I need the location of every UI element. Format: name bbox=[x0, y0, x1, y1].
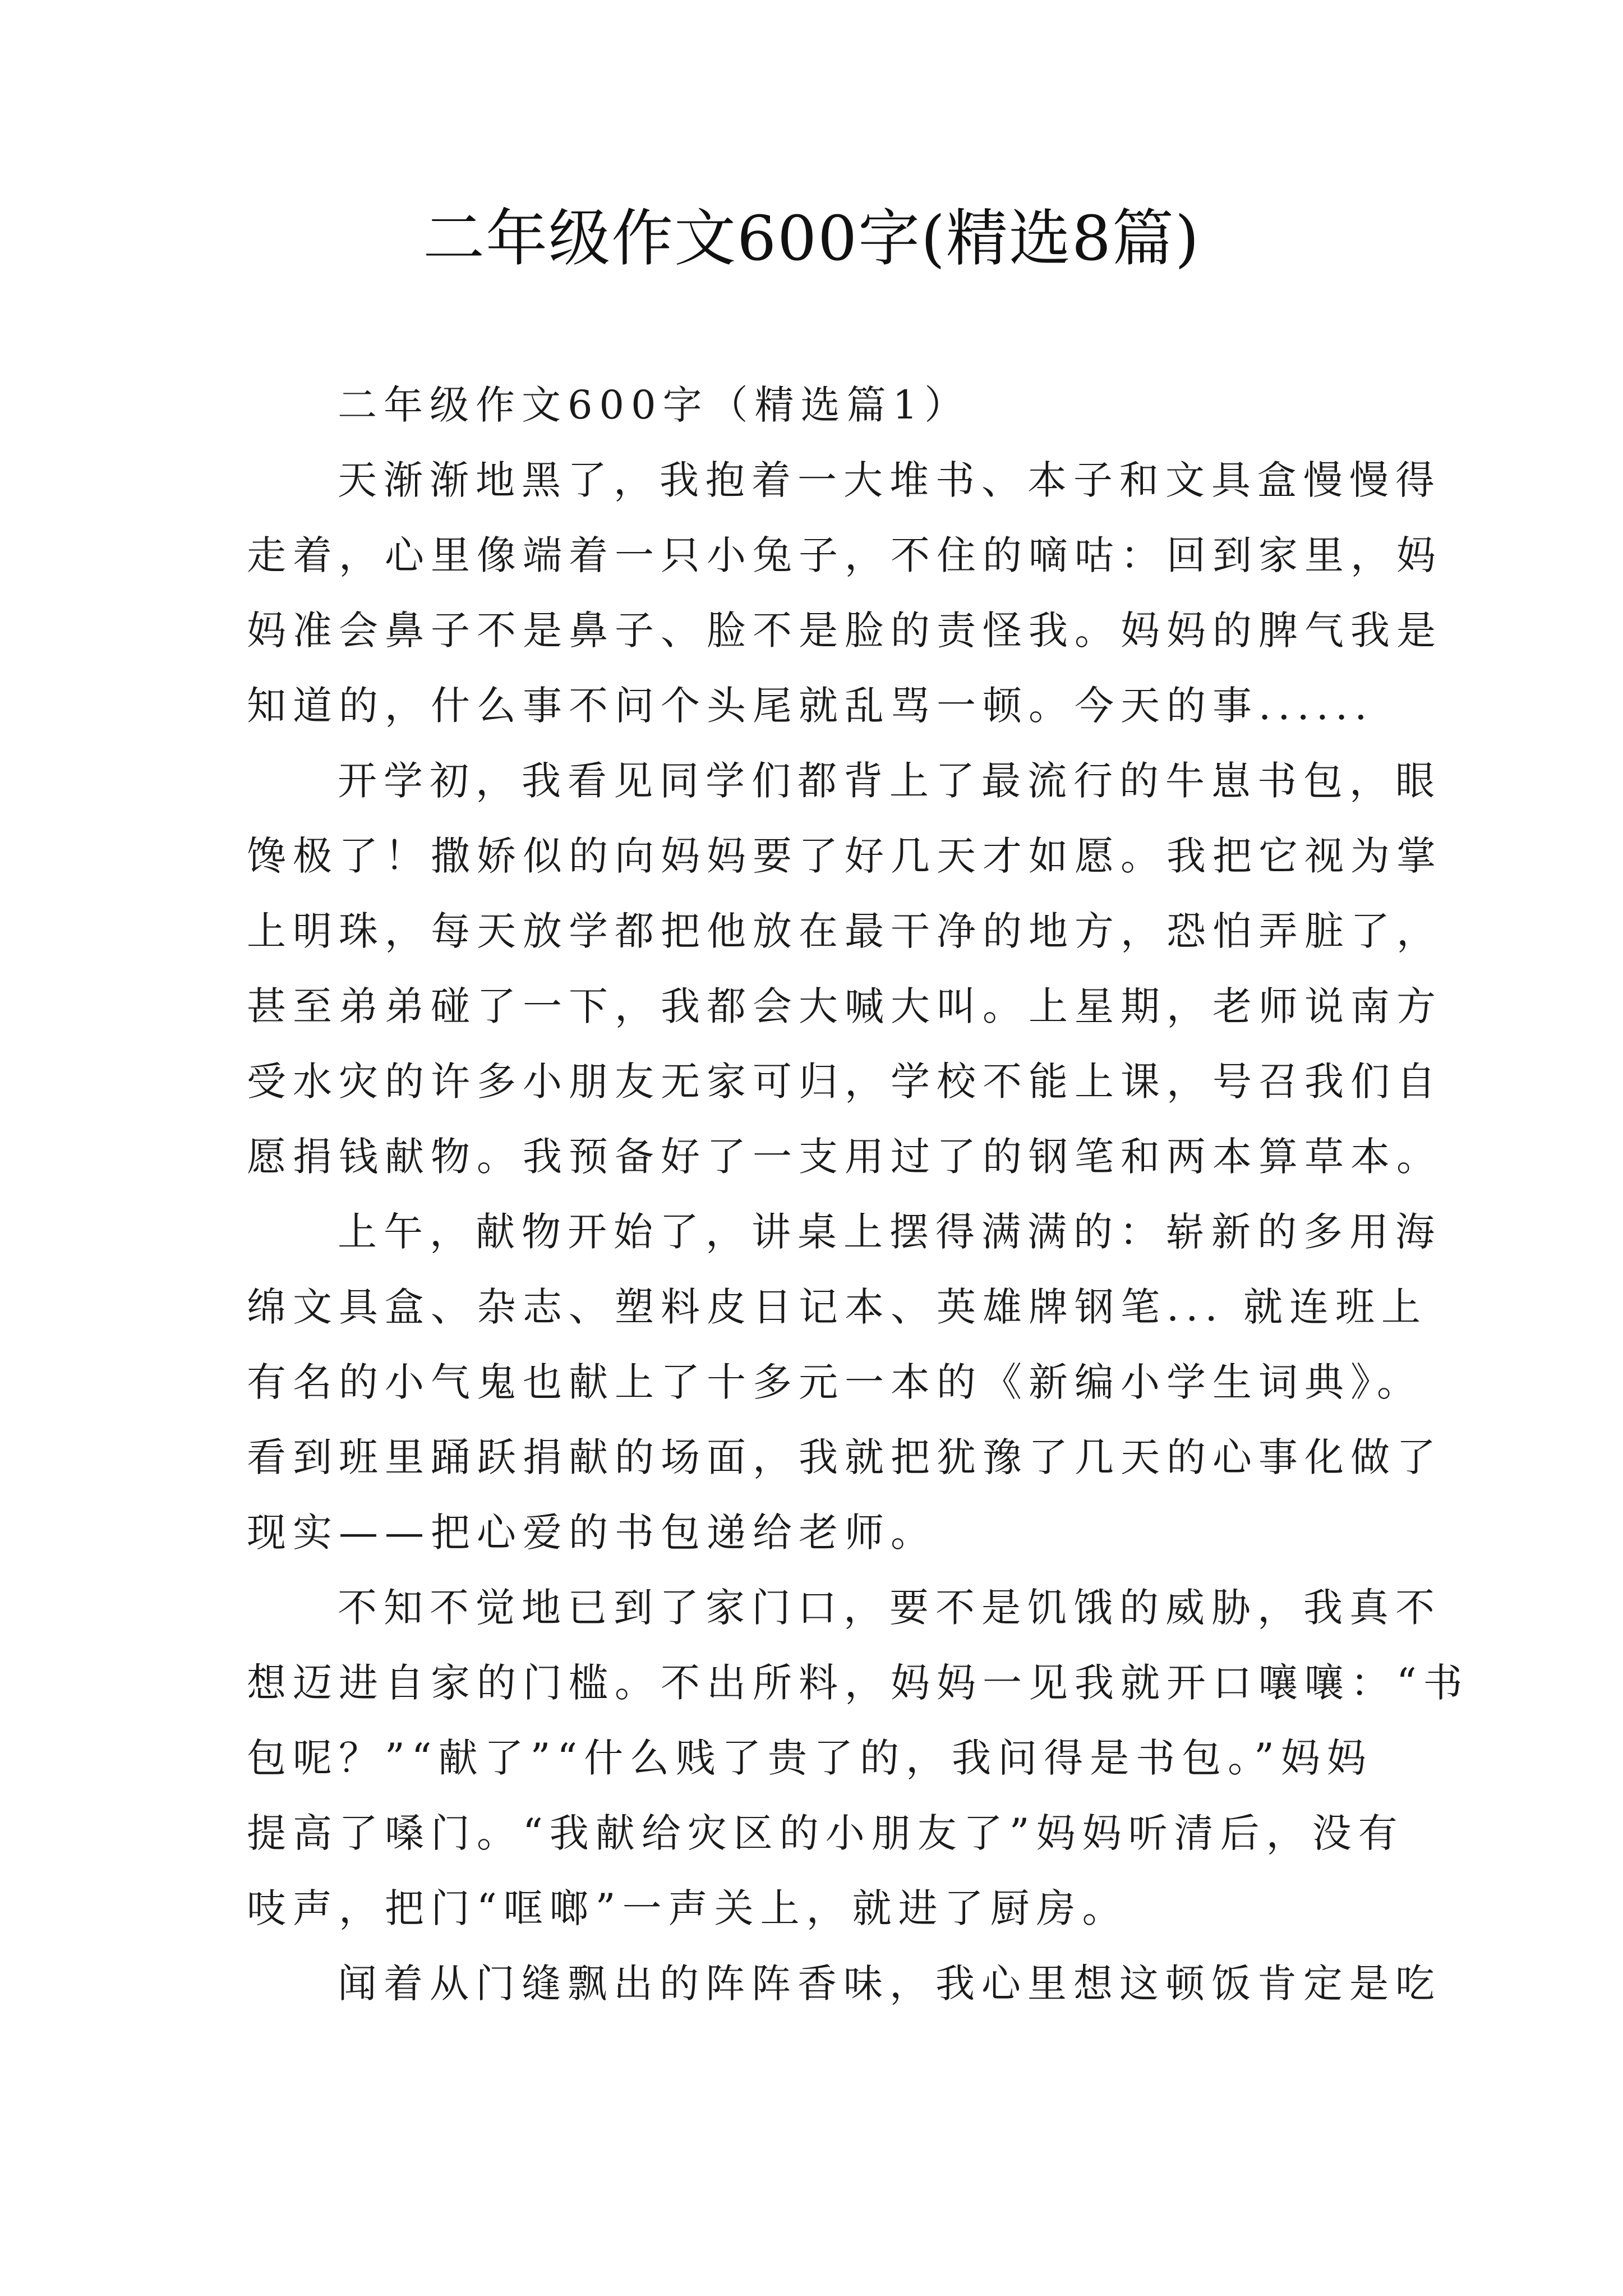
paragraph-3-line-3: 有名的小气鬼也献上了十多元一本的《新编小学生词典》。 bbox=[247, 1359, 1423, 1405]
paragraph-2-line-3: 上明珠，每天放学都把他放在最干净的地方，恐怕弄脏了， bbox=[247, 908, 1442, 954]
document-body bbox=[247, 367, 1469, 2021]
paragraph-3-line-4: 看到班里踊跃捐献的场面，我就把犹豫了几天的心事化做了 bbox=[247, 1434, 1442, 1480]
paragraph-4-line-5: 吱声，把门“哐啷”一声关上，就进了厨房。 bbox=[247, 1885, 1128, 1931]
section-heading: 二年级作文600字（精选篇1） bbox=[338, 382, 971, 428]
paragraph-2-line-5: 受水灾的许多小朋友无家可归，学校不能上课，号召我们自 bbox=[247, 1059, 1442, 1105]
paragraph-4-line-1: 不知不觉地已到了家门口，要不是饥饿的威胁，我真不 bbox=[338, 1585, 1441, 1631]
paragraph-1-line-4: 知道的，什么事不问个头尾就乱骂一顿。今天的事...... bbox=[247, 683, 1374, 729]
paragraph-1-line-1: 天渐渐地黑了，我抱着一大堆书、本子和文具盒慢慢得 bbox=[338, 457, 1441, 503]
paragraph-4-line-2: 想迈进自家的门槛。不出所料，妈妈一见我就开口嚷嚷：“书 bbox=[247, 1660, 1469, 1706]
document-title: 二年级作文600字(精选8篇) bbox=[423, 203, 1200, 274]
paragraph-1-line-3: 妈准会鼻子不是鼻子、脸不是脸的责怪我。妈妈的脾气我是 bbox=[247, 608, 1442, 654]
paragraph-3-line-1: 上午，献物开始了，讲桌上摆得满满的：崭新的多用海 bbox=[338, 1209, 1441, 1255]
paragraph-2-line-6: 愿捐钱献物。我预备好了一支用过了的钢笔和两本算草本。 bbox=[247, 1134, 1442, 1180]
paragraph-2-line-2: 馋极了！撒娇似的向妈妈要了好几天才如愿。我把它视为掌 bbox=[247, 833, 1442, 879]
paragraph-5-line-1: 闻着从门缝飘出的阵阵香味，我心里想这顿饭肯定是吃 bbox=[338, 1961, 1441, 2007]
paragraph-3-line-2: 绵文具盒、杂志、塑料皮日记本、英雄牌钢笔... 就连班上 bbox=[247, 1284, 1428, 1330]
paragraph-4-line-4: 提高了嗓门。“我献给灾区的小朋友了”妈妈听清后，没有 bbox=[247, 1810, 1404, 1856]
paragraph-3-line-5: 现实——把心爱的书包递给老师。 bbox=[247, 1510, 937, 1556]
paragraph-2-line-1: 开学初，我看见同学们都背上了最流行的牛崽书包，眼 bbox=[338, 758, 1441, 804]
paragraph-4-line-3: 包呢？”“献了”“什么贱了贵了的，我问得是书包。”妈妈 bbox=[247, 1735, 1373, 1781]
paragraph-2-line-4: 甚至弟弟碰了一下，我都会大喊大叫。上星期，老师说南方 bbox=[247, 983, 1442, 1029]
paragraph-1-line-2: 走着，心里像端着一只小兔子，不住的嘀咕：回到家里，妈 bbox=[247, 532, 1442, 578]
